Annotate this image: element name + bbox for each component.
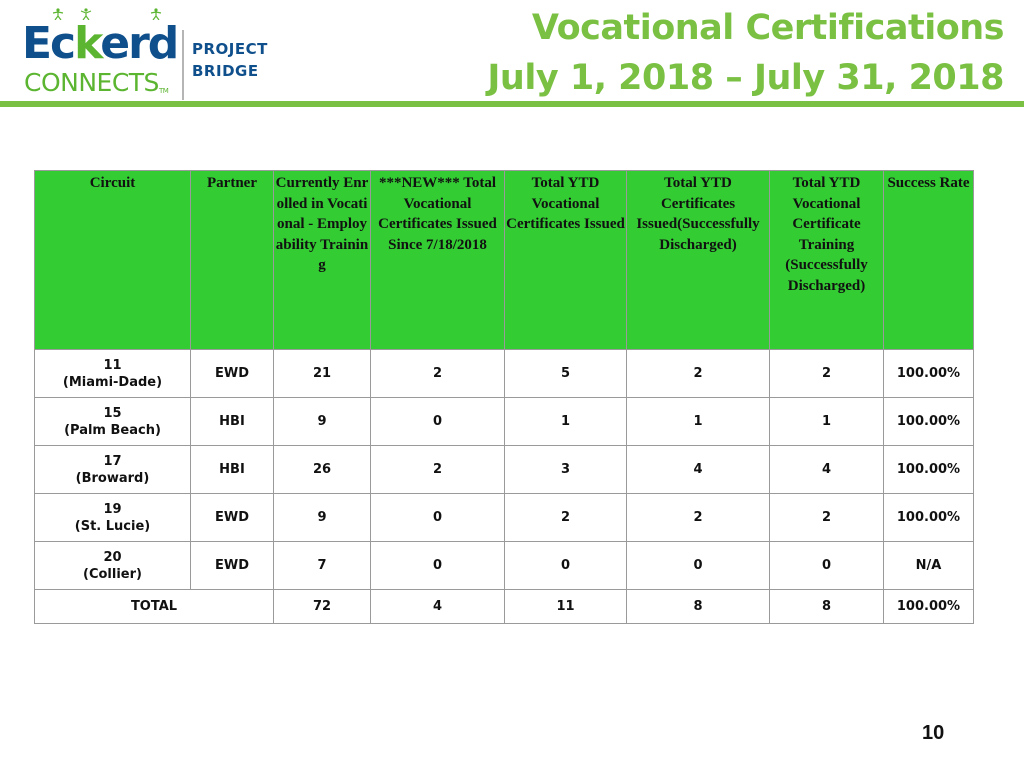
cell-new-certs: 0: [371, 398, 505, 446]
vocational-certifications-table: [34, 170, 974, 624]
table-total-row: [35, 590, 974, 624]
cell-success-rate: 100.00%: [884, 350, 974, 398]
header-currently-enrolled: Currently Enrolled in Vocational - Employability Training: [274, 171, 371, 350]
cell-enrolled: 7: [274, 542, 371, 590]
cell-ytd-discharged: 4: [627, 446, 770, 494]
cell-new-certs: 2: [371, 350, 505, 398]
header-success-rate: Success Rate: [884, 171, 974, 350]
cell-circuit: 17 (Broward): [35, 446, 191, 494]
cell-ytd-discharged: 2: [627, 350, 770, 398]
cell-total-ytd-discharged: 8: [627, 590, 770, 624]
cell-enrolled: 9: [274, 494, 371, 542]
cell-total-ytd-training: 8: [770, 590, 884, 624]
cell-ytd-training: 0: [770, 542, 884, 590]
cell-ytd-training: 4: [770, 446, 884, 494]
connects-wordmark: CONNECTSTM: [24, 68, 169, 97]
cell-ytd-certs: 0: [505, 542, 627, 590]
table-header-row: [35, 171, 974, 350]
cell-enrolled: 26: [274, 446, 371, 494]
cell-partner: EWD: [191, 494, 274, 542]
cell-new-certs: 0: [371, 494, 505, 542]
cell-partner: EWD: [191, 542, 274, 590]
header-new-certificates: ***NEW*** Total Vocational Certificates Issued Since 7/18/2018: [371, 171, 505, 350]
cell-ytd-training: 2: [770, 494, 884, 542]
cell-partner: HBI: [191, 446, 274, 494]
cell-total-label: TOTAL: [35, 590, 274, 624]
cell-new-certs: 0: [371, 542, 505, 590]
eckerd-wordmark: Eckerd: [22, 18, 178, 69]
cell-success-rate: 100.00%: [884, 398, 974, 446]
page-subtitle-date-range: July 1, 2018 – July 31, 2018: [487, 58, 1004, 98]
logo-divider: [182, 30, 184, 100]
header-ytd-training: Total YTD Vocational Certificate Training (Successfully Discharged): [770, 171, 884, 350]
cell-success-rate: 100.00%: [884, 494, 974, 542]
cell-total-ytd-certs: 11: [505, 590, 627, 624]
cell-ytd-certs: 1: [505, 398, 627, 446]
cell-ytd-training: 1: [770, 398, 884, 446]
cell-partner: HBI: [191, 398, 274, 446]
project-bridge-wordmark: PROJECT BRIDGE: [192, 40, 268, 80]
cell-ytd-certs: 3: [505, 446, 627, 494]
title-divider: [0, 101, 1024, 107]
cell-new-certs: 2: [371, 446, 505, 494]
header-ytd-discharged: Total YTD Certificates Issued(Successfully Discharged): [627, 171, 770, 350]
header-ytd-certificates: Total YTD Vocational Certificates Issued: [505, 171, 627, 350]
cell-ytd-certs: 2: [505, 494, 627, 542]
cell-circuit: 15 (Palm Beach): [35, 398, 191, 446]
cell-ytd-certs: 5: [505, 350, 627, 398]
table-row: [35, 398, 974, 446]
cell-enrolled: 21: [274, 350, 371, 398]
page-number: 10: [922, 722, 945, 744]
cell-ytd-discharged: 1: [627, 398, 770, 446]
cell-enrolled: 9: [274, 398, 371, 446]
cell-circuit: 19 (St. Lucie): [35, 494, 191, 542]
cell-circuit: 20 (Collier): [35, 542, 191, 590]
table-row: [35, 350, 974, 398]
cell-circuit: 11 (Miami-Dade): [35, 350, 191, 398]
table-row: [35, 542, 974, 590]
eckerd-connects-logo: [22, 8, 272, 108]
header-partner: Partner: [191, 171, 274, 350]
cell-total-new-certs: 4: [371, 590, 505, 624]
cell-ytd-training: 2: [770, 350, 884, 398]
cell-partner: EWD: [191, 350, 274, 398]
cell-total-enrolled: 72: [274, 590, 371, 624]
table-row: [35, 446, 974, 494]
header-circuit: Circuit: [35, 171, 191, 350]
cell-ytd-discharged: 0: [627, 542, 770, 590]
page-title: Vocational Certifications: [531, 8, 1004, 48]
cell-ytd-discharged: 2: [627, 494, 770, 542]
cell-success-rate: 100.00%: [884, 446, 974, 494]
table-row: [35, 494, 974, 542]
cell-success-rate: N/A: [884, 542, 974, 590]
cell-total-success-rate: 100.00%: [884, 590, 974, 624]
